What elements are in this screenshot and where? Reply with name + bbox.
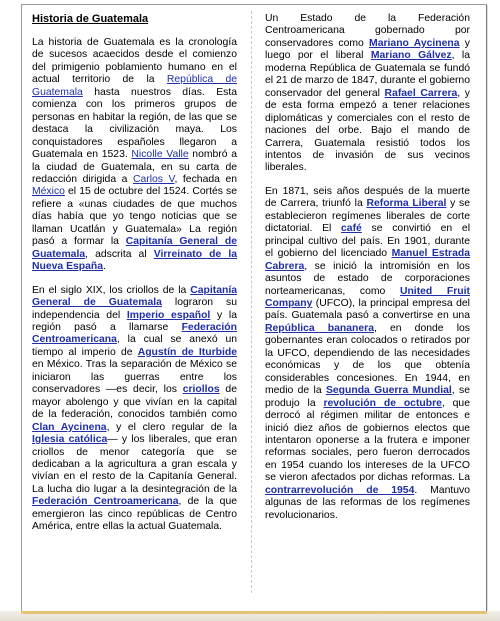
hyperlink[interactable]: criollos — [182, 384, 220, 396]
paragraph-text: de mayor abolengo y que vivían en la capital de la federación, conocidos también como — [32, 384, 237, 421]
hyperlink[interactable]: Carlos V — [132, 173, 175, 185]
paragraph-text: se convirtió en el principal cultivo del país. En 1901, durante el gobierno del licenciado — [265, 223, 470, 260]
paragraph-text: , la cual se anexó un tiempo al imperio de — [32, 334, 237, 358]
paragraph-text: , y el clero regular de la — [106, 421, 237, 433]
paragraph-text: , se inició la intromisión en los asuntos de estado de corporaciones norteamericanas, como — [265, 260, 470, 297]
paragraph-text: y la región pasó a llamarse — [32, 309, 237, 333]
paragraph-text: y se establecieron regímenes liberales de corte dictatorial. El — [265, 198, 470, 235]
paragraph-text: lograron su independencia del — [32, 297, 237, 321]
left-paragraph-1 — [32, 37, 237, 274]
paragraph-text: , fechada en — [174, 173, 237, 185]
paragraph-text: , y de esta forma empezó a tener relaciones diplomáticas y comerciales con el resto de naciones del orbe. Bajo el mando de Carrera, Guatemala resistió todos los intentos de invasión de sus vecinos liberales. — [265, 87, 470, 174]
paragraph-text: La historia de Guatemala es la cronología de sucesos acaecidos desde el comienzo del primigenio poblamiento humano en el actual territorio de la — [32, 37, 237, 86]
column-divider — [251, 11, 252, 593]
hyperlink[interactable]: República de Guatemala — [32, 74, 238, 98]
hyperlink[interactable]: contrarrevolución de 1954 — [265, 484, 415, 496]
paragraph-text: el 15 de octubre del 1524. Cortés se refiere a «unas ciudades de que muchos días había que yo tengo noticias que se llaman Ucatlán y Guatemala» La región pasó a formar la — [32, 186, 237, 248]
hyperlink[interactable]: Agustín de Iturbide — [137, 346, 237, 358]
hyperlink[interactable]: Clan Aycinena — [32, 421, 107, 433]
hyperlink[interactable]: Manuel Estrada Cabrera — [265, 248, 470, 272]
hyperlink[interactable]: café — [341, 223, 362, 235]
left-paragraph-2 — [32, 285, 237, 534]
paragraph-text: En 1871, seis años después de la muerte de Carrera, triunfó la — [265, 185, 470, 210]
paragraph-text: Un Estado de la Federación Centroamericana gobernado por conservadores como — [265, 13, 470, 49]
paragraph-text: , que derrocó al régimen militar de entonces e inició diez años de gobiernos electos que intentaron oponerse a la frutera e imponer reformas sociales, pero fueron derrocados en 1954 cuando los intereses de la UFCO se vieron afectados por dichas reformas. La — [265, 397, 470, 484]
hyperlink[interactable]: Nicolle Valle — [131, 149, 189, 161]
hyperlink[interactable]: United Fruit Company — [265, 285, 470, 309]
paragraph-text: , de la que emergieron las cinco repúblicas de Centro América, entre ellas la actual Guatemala. — [32, 496, 237, 533]
hyperlink[interactable]: Virreinato de la Nueva España — [32, 248, 237, 273]
hyperlink[interactable]: Imperio español — [126, 309, 211, 321]
hyperlink[interactable]: Reforma Liberal — [366, 198, 447, 210]
hyperlink[interactable]: Federación Centroamericana — [32, 321, 237, 346]
hyperlink[interactable]: Rafael Carrera — [384, 87, 458, 99]
paragraph-text: , la moderna República de Guatemala se fundó el 21 de marzo de 1847, durante el gobierno conservador del general — [265, 50, 470, 99]
hyperlink[interactable]: Mariano Aycinena — [369, 37, 460, 49]
hyperlink[interactable]: Mariano Gálvez — [370, 50, 452, 62]
hyperlink[interactable]: Iglesia católica — [32, 434, 108, 446]
paragraph-text: , adscrita al — [85, 248, 154, 260]
paragraph-text: y luego por el liberal — [265, 37, 470, 62]
page-bottom-shadow — [0, 611, 500, 621]
right-paragraph-2 — [265, 186, 470, 522]
hyperlink[interactable]: República bananera — [265, 322, 374, 334]
paragraph-text: nombró a la ciudad de Guatemala, en su carta de redacción dirigida a — [32, 149, 237, 185]
paragraph-text: . — [103, 261, 106, 273]
paragraph-text: , se produjo la — [265, 385, 470, 409]
document-page — [21, 4, 487, 613]
hyperlink[interactable]: Capitanía General de Guatemala — [32, 236, 237, 260]
right-column — [265, 13, 470, 533]
paragraph-text: hasta nuestros días. Esta comienza con los primeros grupos de personas en habitar la región, de las que se destaca la civilización maya. Los conquistadores españoles llegaron a Guatemala en 1523. — [32, 86, 237, 161]
right-paragraph-1 — [265, 13, 470, 175]
hyperlink[interactable]: Federación Centroamericana — [32, 496, 179, 508]
paragraph-text: En el siglo XIX, los criollos de la — [32, 284, 191, 296]
paragraph-text: (UFCO), la principal empresa del país. Guatemala pasó a convertirse en una — [265, 297, 470, 322]
hyperlink[interactable]: México — [32, 186, 65, 198]
hyperlink[interactable]: Capitanía General de Guatemala — [32, 284, 237, 309]
left-column — [32, 13, 237, 545]
document-title: Historia de Guatemala — [32, 13, 149, 25]
hyperlink[interactable]: Segunda Guerra Mundial — [325, 385, 452, 397]
paragraph-text: , en donde los gobernantes eran colocados o retirados por la UFCO, dependiendo de las necesidades económicas y de los que obtenía considerables concesiones. En 1944, en medio de la — [265, 322, 470, 397]
hyperlink[interactable]: revolución de octubre — [323, 397, 442, 409]
paragraph-text: — y los liberales, que eran criollos de menor categoría que se dedicaban a la agricultura a gran escala y vivían en el resto de la Capitanía General. La lucha dio lugar a la desintegración de la — [32, 434, 237, 495]
paragraph-text: en México. Tras la separación de México se iniciaron las guerras entre los conservadores —es decir, los — [32, 359, 237, 396]
paragraph-text: . Mantuvo algunas de las reformas de los regímenes revolucionarios. — [265, 484, 470, 521]
